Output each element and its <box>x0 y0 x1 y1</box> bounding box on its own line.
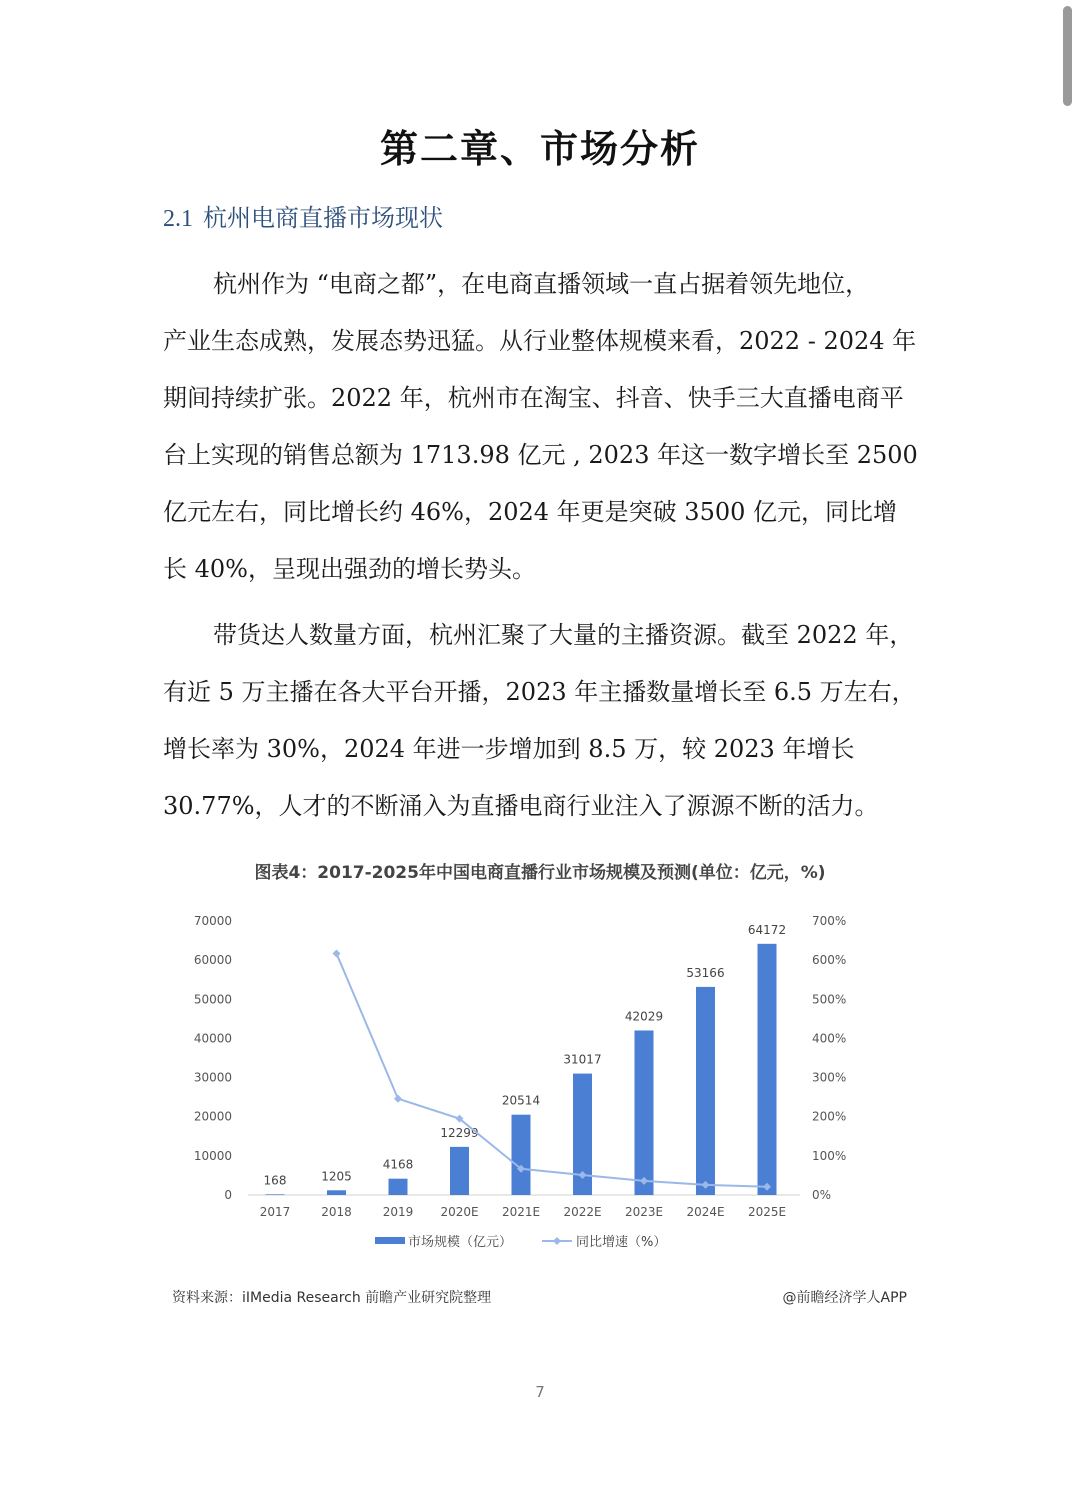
paragraph-market-size <box>163 256 918 598</box>
paragraph-line: 产业生态成熟，发展态势迅猛。从行业整体规模来看，2022 - 2024 年 <box>163 327 917 355</box>
x-axis-tick-label: 2019 <box>382 1205 414 1219</box>
right-axis-tick-label: 400% <box>812 1031 847 1046</box>
paragraph-line: 30.77%，人才的不断涌入为直播电商行业注入了源源不断的活力。 <box>163 792 879 820</box>
growth-marker <box>394 1095 402 1103</box>
paragraph-line: 杭州作为 “电商之都”，在电商直播领域一直占据着领先地位， <box>213 270 870 298</box>
paragraph-line: 长 40%，呈现出强劲的增长势头。 <box>163 555 536 583</box>
bar-value-label: 53166 <box>686 965 725 980</box>
legend-label-line: 同比增速（%） <box>576 1235 667 1250</box>
paragraph-line: 台上实现的销售总额为 1713.98 亿元 , 2023 年这一数字增长至 2500 <box>163 441 918 469</box>
bar <box>389 1179 408 1195</box>
paragraph-line: 带货达人数量方面，杭州汇聚了大量的主播资源。截至 2022 年， <box>213 621 914 649</box>
right-axis-tick-label: 100% <box>812 1148 847 1163</box>
growth-marker <box>333 949 341 957</box>
left-axis-tick-label: 70000 <box>193 914 232 928</box>
right-axis-tick-label: 0% <box>812 1188 832 1202</box>
bar <box>266 1194 285 1195</box>
bar <box>696 987 715 1195</box>
legend-label-bars: 市场规模（亿元） <box>408 1235 513 1250</box>
bar-value-label: 31017 <box>563 1052 602 1067</box>
x-axis-tick-label: 2017 <box>259 1205 291 1219</box>
legend-swatch-bars <box>375 1237 405 1244</box>
bar <box>635 1030 654 1195</box>
right-axis-tick-label: 600% <box>812 953 847 968</box>
bar <box>758 944 777 1195</box>
source-note: 资料来源：iIMedia Research 前瞻产业研究院整理 <box>172 1290 492 1306</box>
x-axis-tick-label: 2021E <box>501 1205 541 1219</box>
paragraph-line: 期间持续扩张。2022 年，杭州市在淘宝、抖音、快手三大直播电商平 <box>163 384 904 412</box>
x-axis-tick-label: 2025E <box>747 1205 787 1219</box>
scrollbar-thumb[interactable] <box>1063 6 1072 106</box>
x-axis-tick-label: 2022E <box>563 1205 602 1219</box>
section-heading <box>163 198 443 233</box>
section-title: 杭州电商直播市场现状 <box>203 204 443 232</box>
bar-value-label: 20514 <box>501 1093 541 1108</box>
right-axis-tick-label: 200% <box>812 1109 847 1124</box>
chapter-title: 第二章、市场分析 <box>379 127 700 171</box>
x-axis-tick-label: 2018 <box>321 1205 352 1219</box>
market-size-chart <box>0 900 1080 1270</box>
credit: @前瞻经济学人APP <box>782 1290 907 1306</box>
legend-swatch-marker <box>553 1237 561 1245</box>
bar-value-label: 168 <box>263 1173 287 1188</box>
left-axis-tick-label: 0 <box>224 1188 232 1202</box>
paragraph-line: 亿元左右，同比增长约 46%，2024 年更是突破 3500 亿元，同比增 <box>163 498 898 526</box>
paragraph-line: 增长率为 30%，2024 年进一步增加到 8.5 万，较 2023 年增长 <box>163 735 855 763</box>
x-axis-tick-label: 2020E <box>440 1205 479 1219</box>
left-axis-tick-label: 50000 <box>193 992 232 1007</box>
right-axis-tick-label: 700% <box>812 914 847 928</box>
bar-value-label: 64172 <box>747 922 787 937</box>
bar-value-label: 1205 <box>321 1169 352 1184</box>
chart-title: 图表4：2017-2025年中国电商直播行业市场规模及预测(单位：亿元，%) <box>254 863 826 883</box>
section-number: 2.1 <box>163 206 193 232</box>
left-axis-tick-label: 30000 <box>193 1070 232 1085</box>
bar-value-label: 12299 <box>440 1125 479 1140</box>
left-axis-tick-label: 20000 <box>193 1109 232 1124</box>
bar <box>512 1115 531 1195</box>
left-axis-tick-label: 10000 <box>193 1148 232 1163</box>
x-axis-tick-label: 2023E <box>624 1205 664 1219</box>
paragraph-line: 有近 5 万主播在各大平台开播，2023 年主播数量增长至 6.5 万左右， <box>163 678 916 706</box>
bar <box>327 1190 346 1195</box>
bar <box>450 1147 469 1195</box>
bar-value-label: 4168 <box>382 1157 414 1172</box>
right-axis-tick-label: 300% <box>812 1070 847 1085</box>
right-axis-tick-label: 500% <box>812 992 847 1007</box>
left-axis-tick-label: 60000 <box>193 953 232 968</box>
x-axis-tick-label: 2024E <box>686 1205 725 1219</box>
paragraph-streamers <box>163 607 916 835</box>
bar-value-label: 42029 <box>624 1009 664 1024</box>
left-axis-tick-label: 40000 <box>193 1031 232 1046</box>
page-number: 7 <box>535 1383 545 1401</box>
